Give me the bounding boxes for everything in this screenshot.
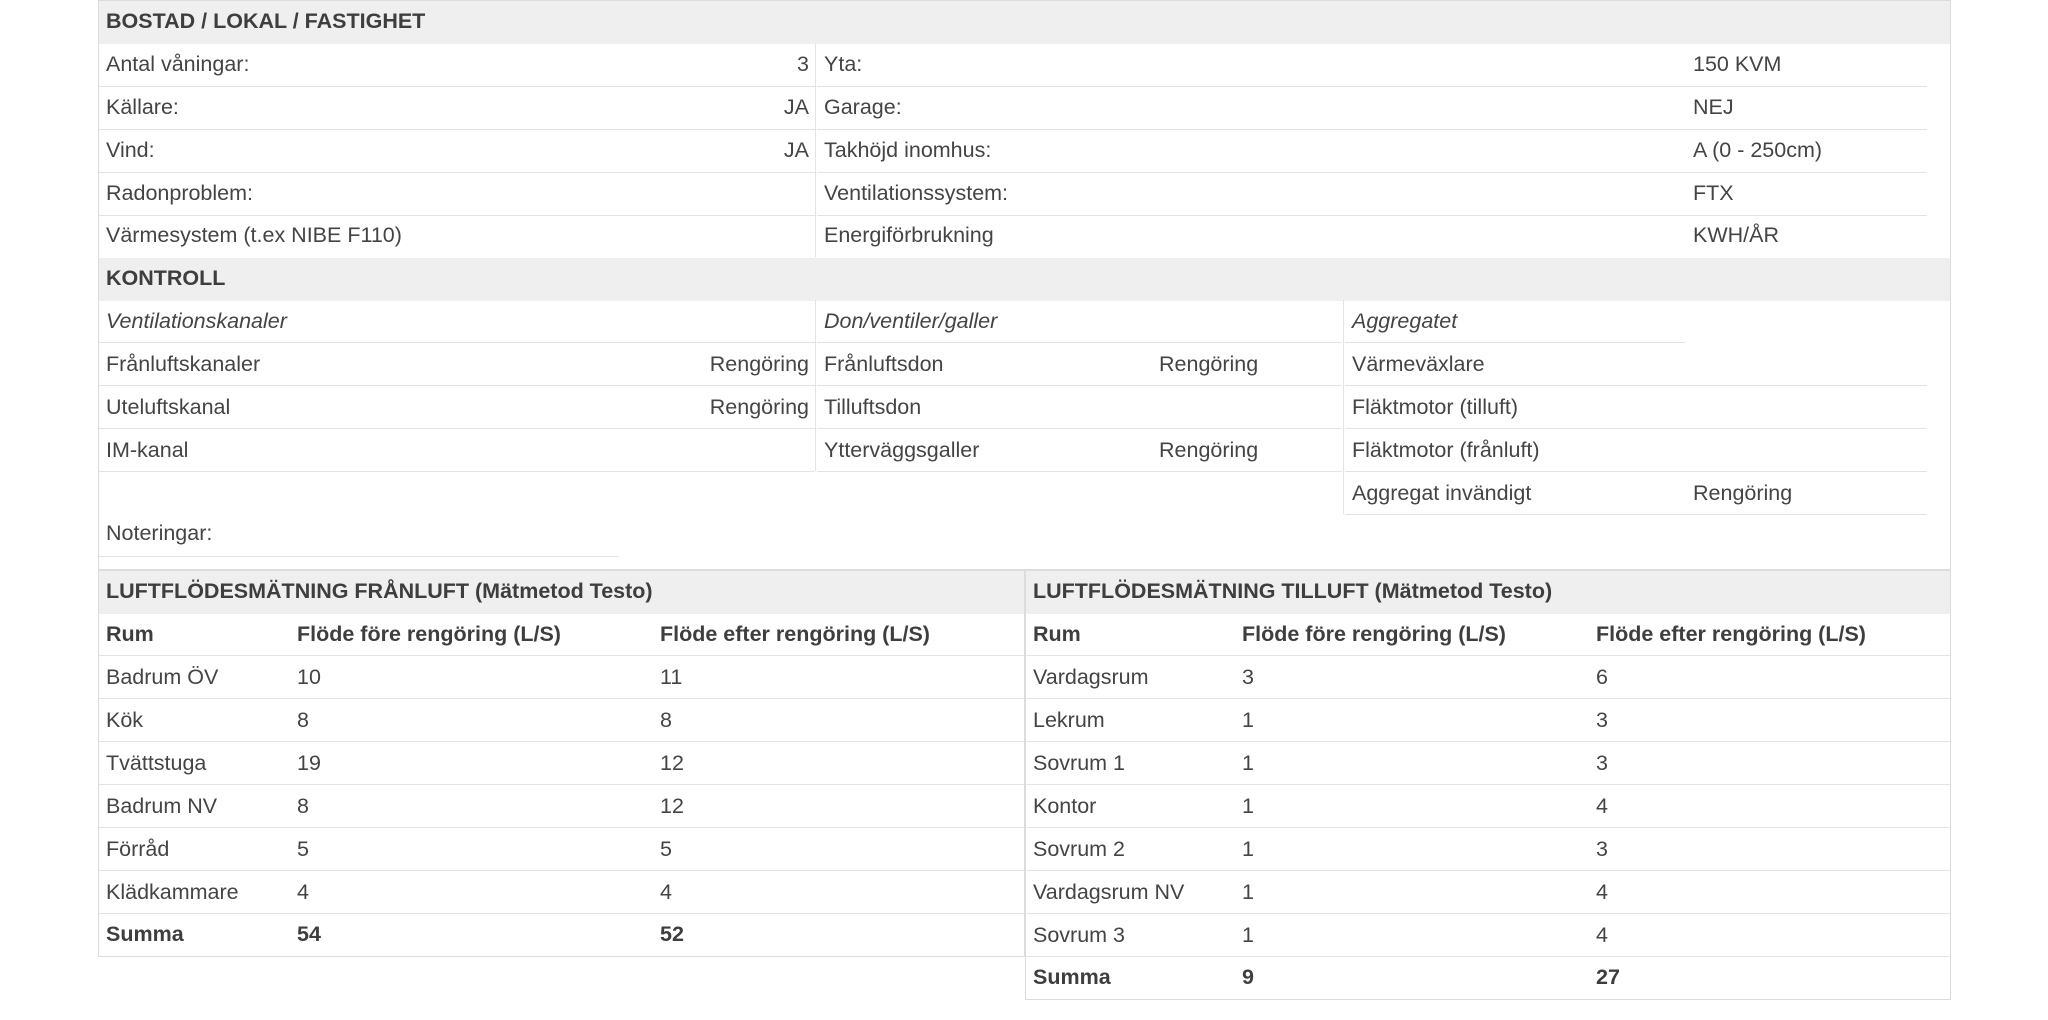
value-antal-vaningar: 3 [797,52,809,76]
franluft-col-efter: Flöde efter rengöring (L/S) [660,622,930,646]
label-flaktmotor-franluft: Fläktmotor (frånluft) [1352,438,1540,462]
kontroll-col3-title: Aggregatet [1352,309,1458,333]
label-varmevaxlare: Värmeväxlare [1352,352,1485,376]
table-row-room: Förråd [106,837,170,861]
table-row-room: Vardagsrum [1033,665,1149,689]
label-varmesystem: Värmesystem (t.ex NIBE F110) [106,223,402,247]
table-row-before: 3 [1242,665,1254,689]
table-row-room: Sovrum 2 [1033,837,1126,861]
label-antal-vaningar: Antal våningar: [106,52,250,76]
table-row-before: 1 [1242,794,1254,818]
kontroll-col2-title: Don/ventiler/galler [824,309,998,333]
row-divider [99,556,619,557]
franluft-col-fore: Flöde före rengöring (L/S) [297,622,561,646]
label-uteluftskanal: Uteluftskanal [106,395,231,419]
status-uteluftskanal: Rengöring [709,395,809,419]
table-row-after: 8 [660,708,672,732]
franluft-col-rum: Rum [106,622,154,646]
table-row-before: 1 [1242,923,1254,947]
label-energiforbrukning: Energiförbrukning [824,223,994,247]
table-row-room: Kök [106,708,144,732]
row-divider [99,784,1024,785]
table-row-after: 4 [660,880,672,904]
value-garage: NEJ [1693,95,1734,119]
value-kallare: JA [783,95,809,119]
table-row-room: Badrum NV [106,794,218,818]
table-row-before: 1 [1242,880,1254,904]
franluft-total-label: Summa [106,922,184,946]
label-garage: Garage: [824,95,902,119]
value-ventilationssystem: FTX [1693,181,1734,205]
label-franluftskanaler: Frånluftskanaler [106,352,261,376]
kontroll-header: KONTROLL [106,266,226,290]
table-row-after: 4 [1596,794,1608,818]
table-row-room: Tvättstuga [106,751,207,775]
value-energiforbrukning: KWH/ÅR [1693,223,1779,247]
label-tilluftsdon: Tilluftsdon [824,395,922,419]
row-divider [1026,741,1950,742]
column-divider [815,300,816,471]
label-flaktmotor-tilluft: Fläktmotor (tilluft) [1352,395,1519,419]
label-yta: Yta: [824,52,863,76]
table-row-after: 3 [1596,708,1608,732]
tilluft-col-efter: Flöde efter rengöring (L/S) [1596,622,1866,646]
status-aggregat-invandigt: Rengöring [1693,481,1793,505]
row-divider [99,741,1024,742]
table-row-before: 19 [297,751,321,775]
value-yta: 150 KVM [1693,52,1782,76]
status-franluftsdon: Rengöring [1159,352,1259,376]
table-row-after: 4 [1596,923,1608,947]
table-row-after: 11 [660,665,683,689]
table-row-before: 4 [297,880,309,904]
value-radonproblem [700,172,809,215]
label-franluftsdon: Frånluftsdon [824,352,944,376]
row-divider [817,86,1927,87]
status-yttervaggsgaller: Rengöring [1159,438,1259,462]
label-takhojd: Takhöjd inomhus: [824,138,992,162]
row-divider [1026,827,1950,828]
table-row-room: Sovrum 1 [1033,751,1126,775]
table-row-room: Klädkammare [106,880,239,904]
table-row-before: 5 [297,837,309,861]
row-divider [1026,698,1950,699]
row-divider [99,827,1024,828]
value-vind: JA [783,138,809,162]
row-divider [1026,784,1950,785]
franluft-header: LUFTFLÖDESMÄTNING FRÅNLUFT (Mätmetod Testo) [106,579,653,603]
label-ventilationssystem: Ventilationssystem: [824,181,1009,205]
bostad-header: BOSTAD / LOKAL / FASTIGHET [106,9,426,33]
table-row-before: 1 [1242,837,1254,861]
column-divider [1343,300,1344,514]
table-row-room: Badrum ÖV [106,665,219,689]
status-im-kanal [600,429,809,472]
label-radonproblem: Radonproblem: [106,181,254,205]
kontroll-col1-title: Ventilationskanaler [106,309,287,333]
table-row-before: 10 [297,665,321,689]
table-row-after: 12 [660,794,684,818]
table-row-room: Lekrum [1033,708,1105,732]
column-divider [815,43,816,257]
value-varmesystem [700,214,809,257]
tilluft-header: LUFTFLÖDESMÄTNING TILLUFT (Mätmetod Testo) [1033,579,1553,603]
label-im-kanal: IM-kanal [106,438,189,462]
row-divider [1026,956,1950,957]
label-vind: Vind: [106,138,155,162]
table-row-room: Vardagsrum NV [1033,880,1185,904]
table-row-after: 5 [660,837,672,861]
status-franluftskanaler: Rengöring [709,352,809,376]
franluft-total-after: 52 [660,922,684,946]
row-divider [99,698,1024,699]
tilluft-col-fore: Flöde före rengöring (L/S) [1242,622,1506,646]
table-row-before: 8 [297,708,309,732]
table-row-before: 1 [1242,708,1254,732]
table-row-after: 6 [1596,665,1608,689]
table-row-after: 4 [1596,880,1608,904]
table-row-after: 3 [1596,751,1608,775]
label-kallare: Källare: [106,95,179,119]
kontroll-header-band [99,258,1950,301]
notes-label: Noteringar: [106,521,213,545]
tilluft-total-before: 9 [1242,965,1254,989]
tilluft-col-rum: Rum [1033,622,1081,646]
label-yttervaggsgaller: Ytterväggsgaller [824,438,980,462]
table-row-after: 12 [660,751,684,775]
table-row-before: 8 [297,794,309,818]
franluft-total-before: 54 [297,922,321,946]
table-row-room: Sovrum 3 [1033,923,1126,947]
tilluft-total-label: Summa [1033,965,1111,989]
value-takhojd: A (0 - 250cm) [1693,138,1823,162]
table-row-before: 1 [1242,751,1254,775]
tilluft-total-after: 27 [1596,965,1620,989]
label-aggregat-invandigt: Aggregat invändigt [1352,481,1532,505]
table-row-after: 3 [1596,837,1608,861]
table-row-room: Kontor [1033,794,1097,818]
